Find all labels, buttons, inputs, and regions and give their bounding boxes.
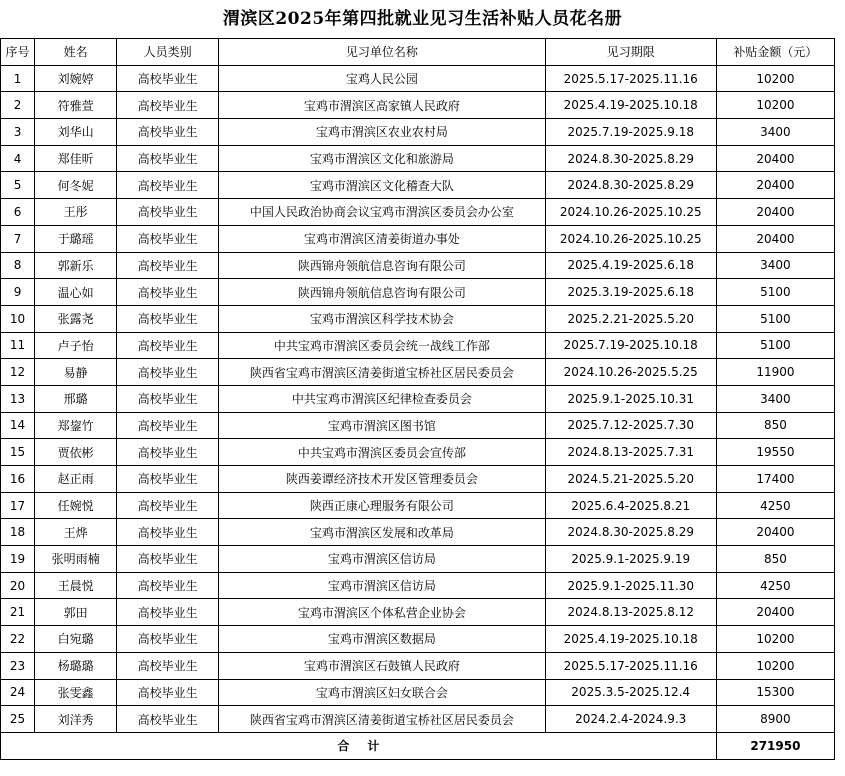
cell-index[interactable]: 17 xyxy=(1,492,35,519)
table-row xyxy=(1,65,835,92)
cell-unit[interactable]: 中国人民政治协商会议宝鸡市渭滨区委员会办公室 xyxy=(219,199,545,226)
cell-amount[interactable]: 15300 xyxy=(716,679,834,706)
cell-name[interactable]: 郑鋆竹 xyxy=(35,412,117,439)
cell-period[interactable]: 2024.10.26-2025.10.25 xyxy=(545,199,716,226)
cell-period[interactable]: 2024.10.26-2025.5.25 xyxy=(545,359,716,386)
cell-period[interactable]: 2024.2.4-2024.9.3 xyxy=(545,706,716,733)
table-row xyxy=(1,359,835,386)
cell-index[interactable]: 12 xyxy=(1,359,35,386)
cell-category[interactable]: 高校毕业生 xyxy=(117,652,219,679)
cell-name[interactable]: 王烨 xyxy=(35,519,117,546)
cell-amount[interactable]: 3400 xyxy=(716,119,834,146)
cell-unit[interactable]: 陕西省宝鸡市渭滨区清姜街道宝桥社区居民委员会 xyxy=(219,706,545,733)
cell-period[interactable]: 2024.8.30-2025.8.29 xyxy=(545,145,716,172)
cell-unit[interactable]: 宝鸡市渭滨区农业农村局 xyxy=(219,119,545,146)
cell-amount[interactable]: 20400 xyxy=(716,225,834,252)
table-row xyxy=(1,252,835,279)
cell-index[interactable]: 20 xyxy=(1,572,35,599)
cell-index[interactable]: 14 xyxy=(1,412,35,439)
cell-category[interactable]: 高校毕业生 xyxy=(117,439,219,466)
cell-name[interactable]: 张露尧 xyxy=(35,305,117,332)
cell-period[interactable]: 2025.3.5-2025.12.4 xyxy=(545,679,716,706)
cell-unit[interactable]: 宝鸡市渭滨区信访局 xyxy=(219,546,545,573)
cell-category[interactable]: 高校毕业生 xyxy=(117,279,219,306)
cell-name[interactable]: 贾依彬 xyxy=(35,439,117,466)
cell-index[interactable]: 19 xyxy=(1,546,35,573)
cell-period[interactable]: 2024.10.26-2025.10.25 xyxy=(545,225,716,252)
cell-unit[interactable]: 宝鸡市渭滨区发展和改革局 xyxy=(219,519,545,546)
table-row xyxy=(1,679,835,706)
cell-category[interactable]: 高校毕业生 xyxy=(117,252,219,279)
header-cell-index[interactable]: 序号 xyxy=(1,39,35,66)
cell-name[interactable]: 易静 xyxy=(35,359,117,386)
cell-amount[interactable]: 20400 xyxy=(716,199,834,226)
cell-unit[interactable]: 宝鸡市渭滨区文化和旅游局 xyxy=(219,145,545,172)
cell-category[interactable]: 高校毕业生 xyxy=(117,626,219,653)
cell-amount[interactable]: 5100 xyxy=(716,305,834,332)
cell-unit[interactable]: 陕西锦舟领航信息咨询有限公司 xyxy=(219,279,545,306)
cell-amount[interactable]: 20400 xyxy=(716,145,834,172)
cell-index[interactable]: 25 xyxy=(1,706,35,733)
cell-category[interactable]: 高校毕业生 xyxy=(117,225,219,252)
cell-period[interactable]: 2025.6.4-2025.8.21 xyxy=(545,492,716,519)
cell-category[interactable]: 高校毕业生 xyxy=(117,332,219,359)
cell-index[interactable]: 22 xyxy=(1,626,35,653)
cell-period[interactable]: 2024.8.13-2025.8.12 xyxy=(545,599,716,626)
cell-category[interactable]: 高校毕业生 xyxy=(117,65,219,92)
cell-amount[interactable]: 10200 xyxy=(716,626,834,653)
cell-name[interactable]: 刘华山 xyxy=(35,119,117,146)
cell-index[interactable]: 6 xyxy=(1,199,35,226)
cell-amount[interactable]: 5100 xyxy=(716,332,834,359)
cell-unit[interactable]: 宝鸡市渭滨区清姜街道办事处 xyxy=(219,225,545,252)
cell-name[interactable]: 郑佳昕 xyxy=(35,145,117,172)
cell-name[interactable]: 任婉悦 xyxy=(35,492,117,519)
cell-name[interactable]: 郭田 xyxy=(35,599,117,626)
cell-category[interactable]: 高校毕业生 xyxy=(117,145,219,172)
cell-category[interactable]: 高校毕业生 xyxy=(117,385,219,412)
cell-period[interactable]: 2025.9.1-2025.11.30 xyxy=(545,572,716,599)
cell-index[interactable]: 4 xyxy=(1,145,35,172)
cell-name[interactable]: 温心如 xyxy=(35,279,117,306)
table-row xyxy=(1,199,835,226)
cell-amount[interactable]: 5100 xyxy=(716,279,834,306)
cell-unit[interactable]: 陕西锦舟领航信息咨询有限公司 xyxy=(219,252,545,279)
cell-unit[interactable]: 陕西姜谭经济技术开发区管理委员会 xyxy=(219,466,545,493)
cell-name[interactable]: 张雯鑫 xyxy=(35,679,117,706)
cell-unit[interactable]: 中共宝鸡市渭滨区委员会统一战线工作部 xyxy=(219,332,545,359)
cell-index[interactable]: 2 xyxy=(1,92,35,119)
cell-name[interactable]: 何冬妮 xyxy=(35,172,117,199)
cell-name[interactable]: 邢璐 xyxy=(35,385,117,412)
cell-period[interactable]: 2024.8.13-2025.7.31 xyxy=(545,439,716,466)
cell-category[interactable]: 高校毕业生 xyxy=(117,519,219,546)
cell-amount[interactable]: 11900 xyxy=(716,359,834,386)
cell-index[interactable]: 23 xyxy=(1,652,35,679)
cell-unit[interactable]: 宝鸡市渭滨区高家镇人民政府 xyxy=(219,92,545,119)
table-row xyxy=(1,412,835,439)
cell-index[interactable]: 9 xyxy=(1,279,35,306)
cell-category[interactable]: 高校毕业生 xyxy=(117,305,219,332)
cell-amount[interactable]: 19550 xyxy=(716,439,834,466)
table-row xyxy=(1,439,835,466)
cell-amount[interactable]: 850 xyxy=(716,412,834,439)
cell-category[interactable]: 高校毕业生 xyxy=(117,706,219,733)
table-row xyxy=(1,572,835,599)
cell-category[interactable]: 高校毕业生 xyxy=(117,599,219,626)
table-row xyxy=(1,706,835,733)
table-row xyxy=(1,145,835,172)
cell-category[interactable]: 高校毕业生 xyxy=(117,119,219,146)
cell-index[interactable]: 15 xyxy=(1,439,35,466)
cell-unit[interactable]: 宝鸡市渭滨区妇女联合会 xyxy=(219,679,545,706)
sheet-margin xyxy=(835,38,845,776)
cell-index[interactable]: 5 xyxy=(1,172,35,199)
cell-amount[interactable]: 20400 xyxy=(716,599,834,626)
cell-period[interactable]: 2024.8.30-2025.8.29 xyxy=(545,519,716,546)
table-row xyxy=(1,546,835,573)
table-row xyxy=(1,92,835,119)
table-row xyxy=(1,519,835,546)
table-row xyxy=(1,466,835,493)
table-row xyxy=(1,332,835,359)
cell-category[interactable]: 高校毕业生 xyxy=(117,572,219,599)
cell-period[interactable]: 2024.5.21-2025.5.20 xyxy=(545,466,716,493)
header-cell-amount[interactable]: 补贴金额（元） xyxy=(716,39,834,66)
cell-period[interactable]: 2025.4.19-2025.10.18 xyxy=(545,92,716,119)
cell-index[interactable]: 7 xyxy=(1,225,35,252)
cell-unit[interactable]: 宝鸡市渭滨区图书馆 xyxy=(219,412,545,439)
cell-category[interactable]: 高校毕业生 xyxy=(117,679,219,706)
cell-period[interactable]: 2025.5.17-2025.11.16 xyxy=(545,652,716,679)
table-row xyxy=(1,599,835,626)
cell-amount[interactable]: 3400 xyxy=(716,252,834,279)
cell-name[interactable]: 刘洋秀 xyxy=(35,706,117,733)
cell-index[interactable]: 11 xyxy=(1,332,35,359)
cell-unit[interactable]: 中共宝鸡市渭滨区委员会宣传部 xyxy=(219,439,545,466)
table-row xyxy=(1,279,835,306)
cell-index[interactable]: 8 xyxy=(1,252,35,279)
total-amount-cell[interactable]: 271950 xyxy=(716,732,834,759)
cell-period[interactable]: 2025.4.19-2025.10.18 xyxy=(545,626,716,653)
cell-unit[interactable]: 宝鸡人民公园 xyxy=(219,65,545,92)
cell-name[interactable]: 郭新乐 xyxy=(35,252,117,279)
cell-index[interactable]: 24 xyxy=(1,679,35,706)
cell-unit[interactable]: 陕西正康心理服务有限公司 xyxy=(219,492,545,519)
cell-amount[interactable]: 17400 xyxy=(716,466,834,493)
cell-index[interactable]: 1 xyxy=(1,65,35,92)
header-row xyxy=(1,39,835,66)
cell-period[interactable]: 2025.7.12-2025.7.30 xyxy=(545,412,716,439)
cell-name[interactable]: 王彤 xyxy=(35,199,117,226)
cell-amount[interactable]: 850 xyxy=(716,546,834,573)
cell-unit[interactable]: 宝鸡市渭滨区信访局 xyxy=(219,572,545,599)
total-row xyxy=(1,732,835,759)
table-row xyxy=(1,305,835,332)
cell-category[interactable]: 高校毕业生 xyxy=(117,172,219,199)
cell-period[interactable]: 2025.7.19-2025.10.18 xyxy=(545,332,716,359)
cell-period[interactable]: 2025.9.1-2025.10.31 xyxy=(545,385,716,412)
cell-unit[interactable]: 宝鸡市渭滨区个体私营企业协会 xyxy=(219,599,545,626)
cell-index[interactable]: 21 xyxy=(1,599,35,626)
cell-amount[interactable]: 20400 xyxy=(716,172,834,199)
header-cell-period[interactable]: 见习期限 xyxy=(545,39,716,66)
roster-table xyxy=(0,38,835,760)
cell-period[interactable]: 2025.3.19-2025.6.18 xyxy=(545,279,716,306)
cell-name[interactable]: 刘婉婷 xyxy=(35,65,117,92)
cell-amount[interactable]: 20400 xyxy=(716,519,834,546)
total-label-cell[interactable] xyxy=(1,732,717,759)
cell-amount[interactable]: 10200 xyxy=(716,92,834,119)
table-row xyxy=(1,225,835,252)
total-label: 合计 xyxy=(337,739,398,754)
cell-name[interactable]: 符雅萱 xyxy=(35,92,117,119)
cell-category[interactable]: 高校毕业生 xyxy=(117,199,219,226)
header-cell-category[interactable]: 人员类别 xyxy=(117,39,219,66)
cell-unit[interactable]: 宝鸡市渭滨区数据局 xyxy=(219,626,545,653)
cell-name[interactable]: 杨璐璐 xyxy=(35,652,117,679)
cell-period[interactable]: 2025.9.1-2025.9.19 xyxy=(545,546,716,573)
cell-index[interactable]: 16 xyxy=(1,466,35,493)
cell-category[interactable]: 高校毕业生 xyxy=(117,546,219,573)
table-row xyxy=(1,385,835,412)
cell-unit[interactable]: 中共宝鸡市渭滨区纪律检查委员会 xyxy=(219,385,545,412)
cell-period[interactable]: 2025.5.17-2025.11.16 xyxy=(545,65,716,92)
cell-amount[interactable]: 4250 xyxy=(716,572,834,599)
cell-index[interactable]: 3 xyxy=(1,119,35,146)
cell-period[interactable]: 2025.2.21-2025.5.20 xyxy=(545,305,716,332)
table-row xyxy=(1,626,835,653)
cell-unit[interactable]: 陕西省宝鸡市渭滨区清姜街道宝桥社区居民委员会 xyxy=(219,359,545,386)
cell-amount[interactable]: 4250 xyxy=(716,492,834,519)
cell-category[interactable]: 高校毕业生 xyxy=(117,412,219,439)
cell-name[interactable]: 卢子怡 xyxy=(35,332,117,359)
cell-name[interactable]: 于璐瑶 xyxy=(35,225,117,252)
cell-amount[interactable]: 8900 xyxy=(716,706,834,733)
cell-name[interactable]: 赵正雨 xyxy=(35,466,117,493)
cell-unit[interactable]: 宝鸡市渭滨区石鼓镇人民政府 xyxy=(219,652,545,679)
header-cell-name[interactable]: 姓名 xyxy=(35,39,117,66)
table-row xyxy=(1,172,835,199)
table-row xyxy=(1,492,835,519)
table-row xyxy=(1,119,835,146)
document-title: 渭滨区2025年第四批就业见习生活补贴人员花名册 xyxy=(222,9,623,29)
cell-index[interactable]: 10 xyxy=(1,305,35,332)
cell-unit[interactable]: 宝鸡市渭滨区科学技术协会 xyxy=(219,305,545,332)
cell-name[interactable]: 张明雨楠 xyxy=(35,546,117,573)
cell-period[interactable]: 2025.7.19-2025.9.18 xyxy=(545,119,716,146)
cell-amount[interactable]: 3400 xyxy=(716,385,834,412)
cell-name[interactable]: 王晨悦 xyxy=(35,572,117,599)
cell-period[interactable]: 2024.8.30-2025.8.29 xyxy=(545,172,716,199)
cell-name[interactable]: 白宛璐 xyxy=(35,626,117,653)
cell-category[interactable]: 高校毕业生 xyxy=(117,466,219,493)
cell-unit[interactable]: 宝鸡市渭滨区文化稽查大队 xyxy=(219,172,545,199)
table-row xyxy=(1,652,835,679)
cell-amount[interactable]: 10200 xyxy=(716,65,834,92)
cell-category[interactable]: 高校毕业生 xyxy=(117,492,219,519)
header-cell-unit[interactable]: 见习单位名称 xyxy=(219,39,545,66)
cell-index[interactable]: 13 xyxy=(1,385,35,412)
cell-category[interactable]: 高校毕业生 xyxy=(117,359,219,386)
cell-amount[interactable]: 10200 xyxy=(716,652,834,679)
cell-category[interactable]: 高校毕业生 xyxy=(117,92,219,119)
cell-period[interactable]: 2025.4.19-2025.6.18 xyxy=(545,252,716,279)
cell-index[interactable]: 18 xyxy=(1,519,35,546)
